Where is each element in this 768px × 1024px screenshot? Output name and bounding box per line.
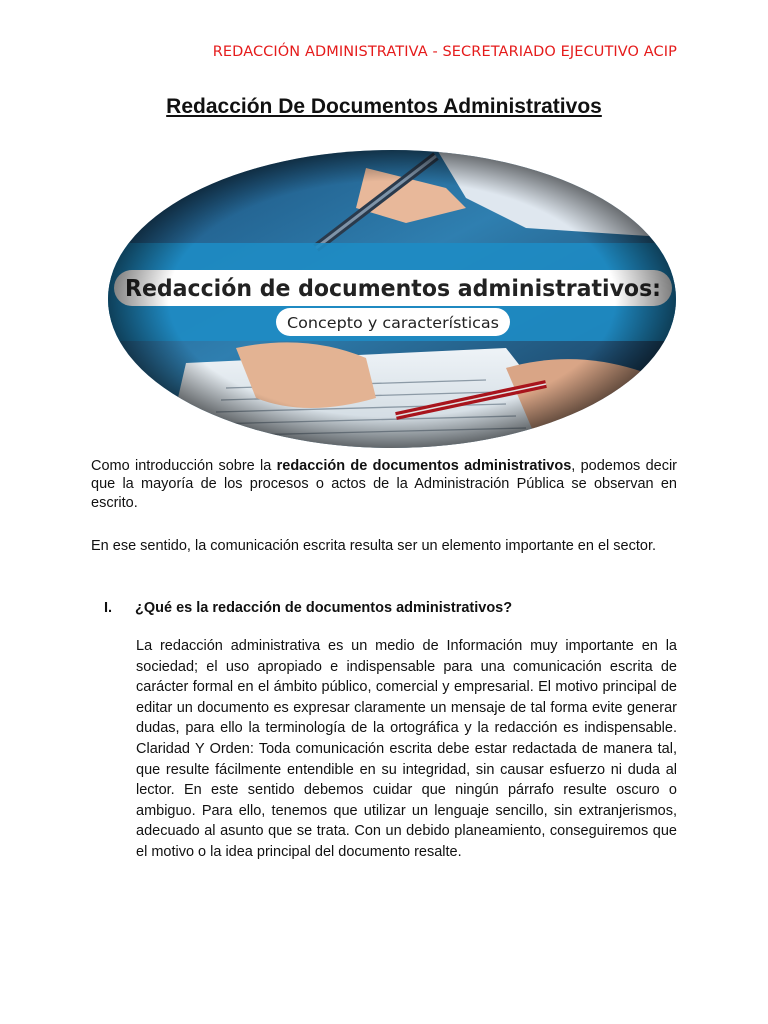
intro-text-before: Como introducción sobre la	[91, 458, 277, 474]
intro-bold-term: redacción de documentos administrativos	[276, 458, 572, 474]
page-title: Redacción De Documentos Administrativos	[166, 95, 602, 118]
intro-paragraph	[91, 457, 677, 512]
page-header: REDACCIÓN ADMINISTRATIVA - SECRETARIADO EJECUTIVO ACIP	[212, 44, 677, 60]
intro-text-after: , podemos decir que la mayoría de los procesos o actos de la Administración Pública se observan en escrito.	[91, 458, 677, 511]
section-title: ¿Qué es la redacción de documentos administrativos?	[135, 600, 513, 616]
section-body: La redacción administrativa es un medio de Información muy importante en la sociedad; el uso apropiado e indispensable para una comunicación escrita de carácter formal en el ámbito público, comercial y empresarial. El motivo principal de editar un documento es expresar claramente un mensaje de tal forma evite generar dudas, para ello la terminología de la ortográfica y la redacción es indispensable. Claridad Y Orden: Toda comunicación escrita debe estar redactada de manera tal, que resulte fácilmente entendible en su integridad, sin causar esfuerzo ni duda al lector. En este sentido debemos cuidar que ningún párrafo resulte oscuro o ambiguo. Para ello, tenemos que utilizar un lenguaje sencillo, sin extranjerismos, adecuado al asunto que se trata. Con un debido planeamiento, conseguiremos que el motivo o la idea principal del documento resalte.	[136, 638, 677, 860]
context-paragraph: En ese sentido, la comunicación escrita resulta ser un elemento importante en el sector.	[91, 538, 656, 554]
section-number: I.	[104, 600, 113, 616]
section-heading	[104, 600, 678, 616]
banner-image	[106, 148, 678, 450]
